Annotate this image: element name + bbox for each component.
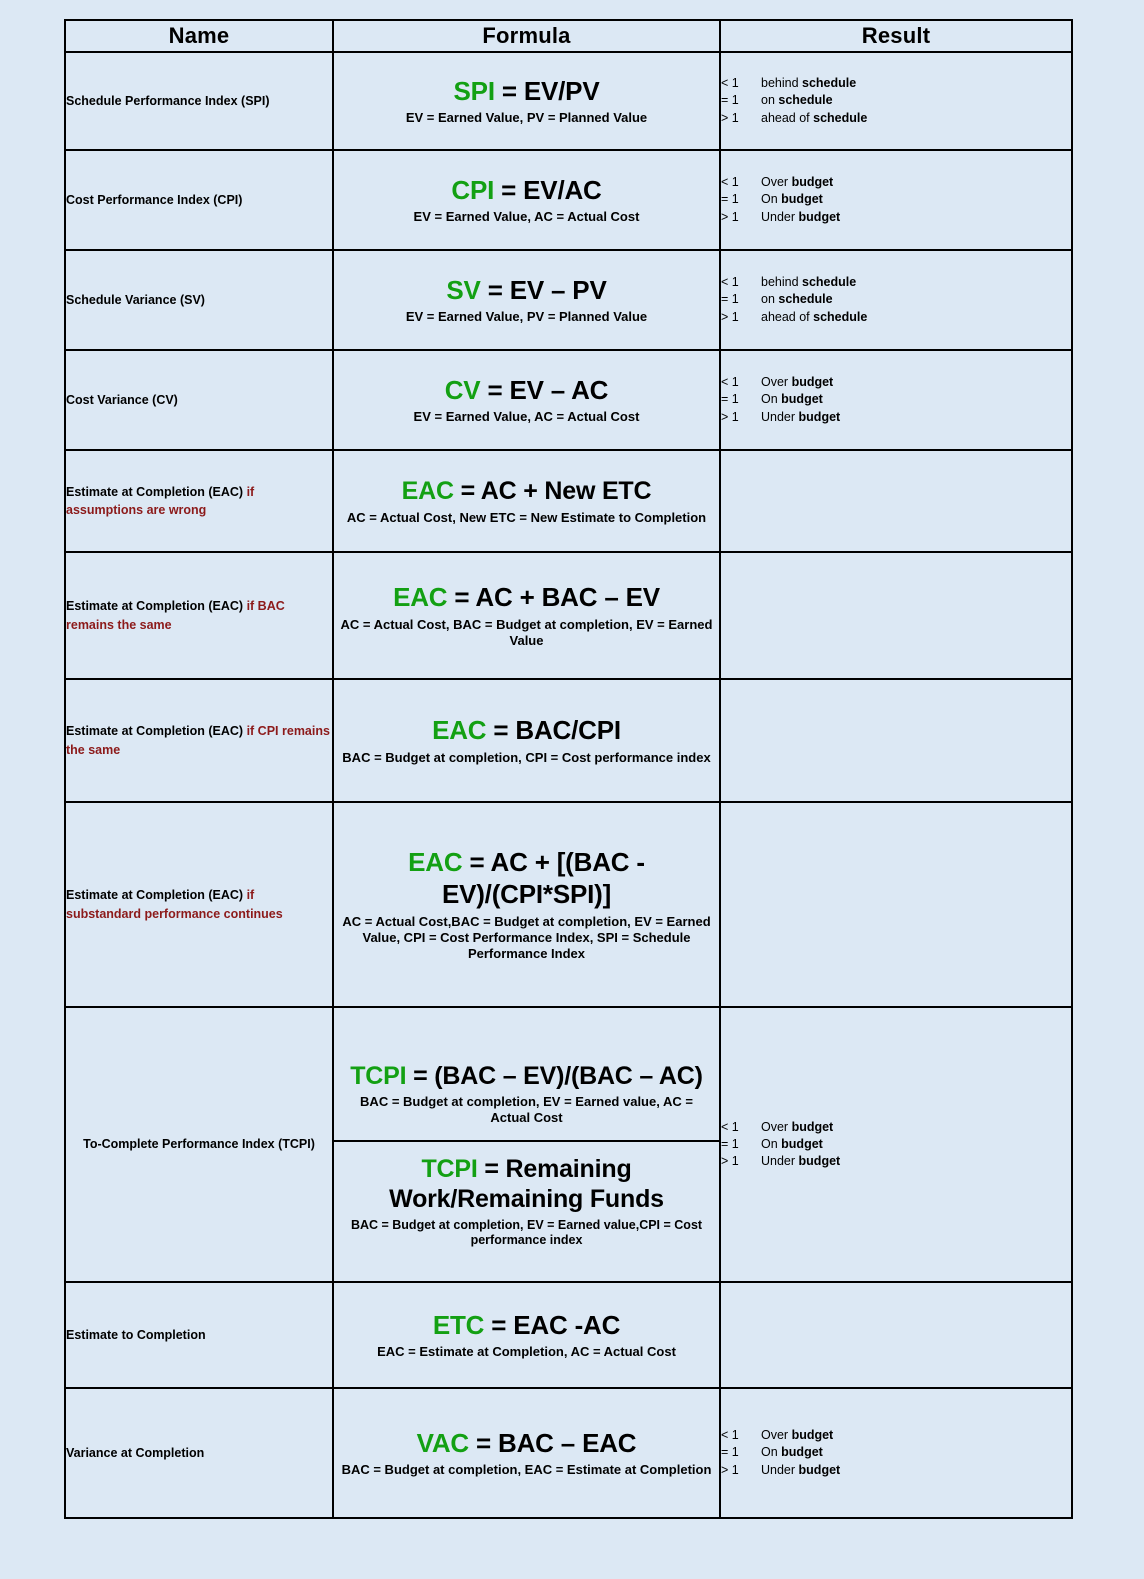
result-list: [721, 174, 1071, 225]
row-name-primary: Estimate to Completion: [66, 1327, 206, 1342]
formula-abbreviation: TCPI: [350, 1061, 407, 1090]
result-text: Over budget: [761, 1119, 834, 1134]
result-text: Under budget: [761, 209, 841, 224]
result-operator: < 1: [721, 375, 739, 390]
result-list: [721, 1427, 1071, 1478]
column-header-result: Result: [720, 20, 1072, 52]
row-name-condition: if BAC remains the same: [66, 599, 285, 632]
table-row: [65, 350, 1072, 450]
row-formula-cell: [333, 450, 720, 552]
formula-expression: [338, 1154, 715, 1215]
row-name-condition: if substandard performance continues: [66, 888, 283, 921]
result-text: On budget: [761, 392, 823, 407]
row-name-cell: [65, 552, 333, 679]
result-operator: > 1: [721, 209, 739, 224]
formula-abbreviation: EAC: [408, 847, 463, 878]
formula-abbreviation: ETC: [432, 1309, 485, 1340]
formula-abbreviation: EAC: [432, 715, 487, 746]
formula-expression: [334, 1428, 719, 1460]
formula-body: = EAC -AC: [484, 1309, 621, 1340]
earned-value-formula-table: [64, 19, 1073, 1519]
formula-body: = AC + New ETC: [453, 477, 652, 506]
table-row: [65, 552, 1072, 679]
result-text: ahead of schedule: [761, 110, 868, 125]
result-row: [721, 1444, 1071, 1461]
formula-expression: [334, 715, 719, 747]
row-result-cell: [720, 1007, 1072, 1282]
row-formula-cell: [333, 1388, 720, 1518]
row-result-cell: [720, 552, 1072, 679]
result-list: [721, 374, 1071, 425]
table-body: [65, 52, 1072, 1518]
column-header-name: Name: [65, 20, 333, 52]
result-operator: < 1: [721, 1119, 739, 1134]
result-text: on schedule: [761, 93, 833, 108]
table-header-row: [65, 20, 1072, 52]
result-row: [721, 110, 1071, 127]
table-row: [65, 679, 1072, 802]
row-name-cell: [65, 450, 333, 552]
result-text: Under budget: [761, 1154, 841, 1169]
formula-body: = BAC/CPI: [486, 715, 621, 746]
row-name-cell: [65, 250, 333, 350]
formula-expression: [334, 1310, 719, 1342]
row-formula-cell: [333, 250, 720, 350]
formula-body: = EV/PV: [494, 75, 600, 106]
result-row: [721, 1462, 1071, 1479]
result-row: [721, 191, 1071, 208]
column-header-formula: Formula: [333, 20, 720, 52]
row-name-cell: [65, 1282, 333, 1388]
result-text: On budget: [761, 192, 823, 207]
result-row: [721, 1427, 1071, 1444]
formula-legend: EAC = Estimate at Completion, AC = Actual Cost: [377, 1344, 676, 1360]
result-row: [721, 309, 1071, 326]
result-row: [721, 1136, 1071, 1153]
formula-expression: [334, 76, 719, 108]
formula-abbreviation: EAC: [401, 477, 454, 506]
result-operator: > 1: [721, 110, 739, 125]
row-formula-cell: [333, 679, 720, 802]
formula-expression: [334, 375, 719, 407]
result-text: ahead of schedule: [761, 309, 868, 324]
row-name-primary: Estimate at Completion (EAC): [66, 724, 247, 739]
row-result-cell: [720, 350, 1072, 450]
result-row: [721, 174, 1071, 191]
formula-body: = (BAC – EV)/(BAC – AC): [406, 1061, 703, 1090]
result-text: On budget: [761, 1445, 823, 1460]
formula-legend: BAC = Budget at completion, EV = Earned value, AC = Actual Cost: [360, 1094, 693, 1125]
result-row: [721, 409, 1071, 426]
table-row: [65, 250, 1072, 350]
row-name-cell: [65, 679, 333, 802]
formula-legend: EV = Earned Value, PV = Planned Value: [405, 309, 648, 325]
formula-expression: [334, 582, 719, 614]
result-text: on schedule: [761, 292, 833, 307]
result-operator: < 1: [721, 275, 739, 290]
row-name-cell: [65, 350, 333, 450]
row-name-primary: Schedule Variance (SV): [66, 292, 205, 307]
row-result-cell: [720, 250, 1072, 350]
formula-body: = EV/AC: [494, 174, 602, 205]
result-row: [721, 75, 1071, 92]
result-text: Over budget: [761, 1428, 834, 1443]
result-row: [721, 1119, 1071, 1136]
table-row: [65, 1007, 1072, 1282]
formula-legend: AC = Actual Cost, BAC = Budget at completion, EV = Earned Value: [340, 617, 713, 648]
result-row: [721, 92, 1071, 109]
result-operator: = 1: [721, 1136, 739, 1151]
formula-abbreviation: SV: [446, 274, 481, 305]
formula-body: = BAC – EAC: [469, 1427, 637, 1458]
row-formula-cell: [333, 350, 720, 450]
row-name-primary: Estimate at Completion (EAC): [66, 888, 247, 903]
row-name-primary: Estimate at Completion (EAC): [66, 599, 247, 614]
table-row: [65, 450, 1072, 552]
result-operator: < 1: [721, 76, 739, 91]
row-name-primary: Estimate at Completion (EAC): [66, 484, 247, 499]
result-text: Under budget: [761, 409, 841, 424]
result-list: [721, 274, 1071, 325]
result-row: [721, 391, 1071, 408]
formula-variant-primary: [334, 1033, 719, 1141]
row-formula-cell: [333, 52, 720, 150]
result-list: [721, 75, 1071, 126]
formula-abbreviation: SPI: [453, 75, 495, 106]
formula-legend: EV = Earned Value, PV = Planned Value: [405, 110, 648, 126]
formula-expression: [338, 1061, 715, 1092]
result-row: [721, 274, 1071, 291]
formula-body: = Remaining Work/Remaining Funds: [389, 1154, 664, 1214]
row-result-cell: [720, 802, 1072, 1007]
result-operator: < 1: [721, 1428, 739, 1443]
formula-expression: [334, 847, 719, 910]
result-operator: = 1: [721, 93, 739, 108]
formula-expression: [334, 275, 719, 307]
result-operator: > 1: [721, 309, 739, 324]
row-name-cell: [65, 150, 333, 250]
row-formula-cell: [333, 1007, 720, 1282]
row-name-cell: [65, 802, 333, 1007]
result-row: [721, 291, 1071, 308]
row-name-primary: Schedule Performance Index (SPI): [66, 93, 270, 108]
formula-body: = EV – AC: [480, 374, 609, 405]
formula-body: = AC + [(BAC - EV)/(CPI*SPI)]: [441, 847, 645, 910]
formula-body: = AC + BAC – EV: [447, 582, 660, 613]
formula-legend: BAC = Budget at completion, EAC = Estimate at Completion: [341, 1462, 712, 1478]
result-text: Under budget: [761, 1462, 841, 1477]
row-formula-cell: [333, 1282, 720, 1388]
row-name-cell: [65, 1007, 333, 1282]
row-result-cell: [720, 1388, 1072, 1518]
result-operator: = 1: [721, 1445, 739, 1460]
result-list: [721, 1119, 1071, 1170]
formula-legend: AC = Actual Cost,BAC = Budget at completion, EV = Earned Value, CPI = Cost Performance Index, SPI = Schedule Performance Index: [342, 913, 711, 961]
formula-variant-secondary: [334, 1141, 719, 1257]
formula-abbreviation: VAC: [416, 1427, 469, 1458]
table-row: [65, 802, 1072, 1007]
formula-legend: EV = Earned Value, AC = Actual Cost: [413, 409, 640, 425]
table-row: [65, 150, 1072, 250]
table-row: [65, 1388, 1072, 1518]
formula-variant-row: [334, 1033, 719, 1141]
row-formula-cell: [333, 552, 720, 679]
result-operator: > 1: [721, 1154, 739, 1169]
row-result-cell: [720, 450, 1072, 552]
result-operator: > 1: [721, 409, 739, 424]
result-operator: = 1: [721, 192, 739, 207]
row-name-primary: To-Complete Performance Index (TCPI): [83, 1137, 315, 1152]
row-name-cell: [65, 52, 333, 150]
row-result-cell: [720, 1282, 1072, 1388]
row-name-cell: [65, 1388, 333, 1518]
table-row: [65, 52, 1072, 150]
row-formula-cell: [333, 150, 720, 250]
row-result-cell: [720, 52, 1072, 150]
row-result-cell: [720, 679, 1072, 802]
result-text: Over budget: [761, 375, 834, 390]
result-text: behind schedule: [761, 275, 857, 290]
formula-variant-row: [334, 1141, 719, 1257]
table-row: [65, 1282, 1072, 1388]
result-operator: = 1: [721, 292, 739, 307]
row-name-primary: Cost Performance Index (CPI): [66, 192, 243, 207]
result-text: behind schedule: [761, 76, 857, 91]
row-name-primary: Variance at Completion: [66, 1445, 205, 1460]
formula-body: = EV – PV: [480, 274, 607, 305]
row-name-primary: Cost Variance (CV): [66, 392, 178, 407]
row-result-cell: [720, 150, 1072, 250]
formula-abbreviation: EAC: [393, 582, 448, 613]
formula-expression: [334, 476, 719, 507]
formula-legend: BAC = Budget at completion, CPI = Cost performance index: [342, 749, 711, 765]
formula-legend: EV = Earned Value, AC = Actual Cost: [413, 209, 640, 225]
result-text: Over budget: [761, 175, 834, 190]
result-operator: < 1: [721, 175, 739, 190]
row-name-condition: if assumptions are wrong: [66, 484, 255, 517]
result-text: On budget: [761, 1136, 823, 1151]
result-operator: = 1: [721, 392, 739, 407]
result-row: [721, 1153, 1071, 1170]
formula-expression: [334, 175, 719, 207]
formula-abbreviation: CPI: [451, 174, 495, 205]
row-name-condition: if CPI remains the same: [66, 724, 330, 757]
formula-legend: BAC = Budget at completion, EV = Earned value,CPI = Cost performance index: [350, 1217, 703, 1248]
result-row: [721, 209, 1071, 226]
formula-legend: AC = Actual Cost, New ETC = New Estimate to Completion: [346, 509, 707, 525]
formula-abbreviation: TCPI: [421, 1154, 478, 1183]
formula-variants: [334, 1033, 719, 1257]
result-operator: > 1: [721, 1462, 739, 1477]
result-row: [721, 374, 1071, 391]
row-formula-cell: [333, 802, 720, 1007]
formula-abbreviation: CV: [444, 374, 481, 405]
